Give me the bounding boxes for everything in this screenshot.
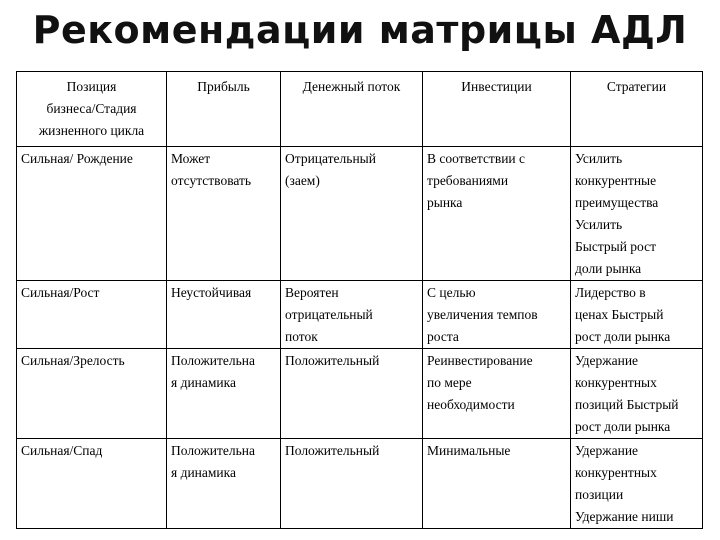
cell-line: Прибыль: [197, 79, 250, 94]
table-cell: [281, 281, 423, 349]
cell-line: ценах Быстрый: [575, 307, 664, 322]
table-cell: [423, 147, 571, 281]
slide-title: Рекомендации матрицы АДЛ: [32, 8, 688, 52]
cell-line: жизненного цикла: [38, 123, 145, 138]
table-cell: [281, 147, 423, 281]
column-header-4: [423, 72, 571, 147]
table-row: [17, 147, 703, 281]
table-cell: [17, 439, 167, 529]
cell-line: отсутствовать: [171, 173, 252, 188]
cell-line: отрицательный: [285, 307, 373, 322]
table-body: [17, 147, 703, 529]
table-cell: [167, 439, 281, 529]
column-header-3: [281, 72, 423, 147]
table-cell: [423, 439, 571, 529]
table-cell: [17, 349, 167, 439]
cell-line: Положительный: [285, 353, 380, 368]
table-cell: [423, 349, 571, 439]
table-row: [17, 281, 703, 349]
cell-line: позиции: [575, 487, 624, 502]
cell-line: Инвестиции: [461, 79, 532, 94]
cell-line: роста: [427, 329, 459, 344]
cell-line: Стратегии: [606, 79, 667, 94]
cell-line: С целью: [427, 285, 476, 300]
cell-line: Отрицательный: [285, 151, 376, 166]
adl-matrix-table: [16, 71, 703, 529]
column-header-5: [571, 72, 703, 147]
column-header-2: [167, 72, 281, 147]
cell-line: увеличения темпов: [427, 307, 538, 322]
cell-line: Может: [171, 151, 211, 166]
cell-line: Удержание: [575, 443, 639, 458]
table-cell: [167, 281, 281, 349]
cell-line: Сильная/Зрелость: [21, 353, 125, 368]
table-cell: [571, 439, 703, 529]
cell-line: рост доли рынка: [575, 329, 671, 344]
cell-line: Реинвестирование: [427, 353, 533, 368]
cell-line: позиций Быстрый: [575, 397, 679, 412]
table-cell: [571, 349, 703, 439]
cell-line: доли рынка: [575, 261, 642, 276]
cell-line: Сильная/Рост: [21, 285, 100, 300]
cell-line: необходимости: [427, 397, 515, 412]
cell-line: Вероятен: [285, 285, 339, 300]
cell-line: Положительна: [171, 353, 256, 368]
header-row: [17, 72, 703, 147]
cell-line: Минимальные: [427, 443, 511, 458]
cell-line: Усилить: [575, 217, 623, 232]
cell-line: требованиями: [427, 173, 509, 188]
table-cell: [17, 147, 167, 281]
cell-line: Сильная/Спад: [21, 443, 103, 458]
table-row: [17, 439, 703, 529]
table-cell: [167, 147, 281, 281]
cell-line: Удержание: [575, 353, 639, 368]
cell-line: (заем): [285, 173, 320, 188]
table-cell: [281, 349, 423, 439]
cell-line: Денежный поток: [302, 79, 401, 94]
cell-line: конкурентных: [575, 375, 657, 390]
cell-line: Позиция: [66, 79, 117, 94]
cell-line: В соответствии с: [427, 151, 526, 166]
table-cell: [281, 439, 423, 529]
cell-line: поток: [285, 329, 318, 344]
cell-line: Положительный: [285, 443, 380, 458]
column-header-1: [17, 72, 167, 147]
cell-line: Усилить: [575, 151, 623, 166]
table-cell: [167, 349, 281, 439]
table-row: [17, 349, 703, 439]
cell-line: по мере: [427, 375, 472, 390]
cell-line: Удержание ниши: [575, 509, 674, 524]
table-cell: [17, 281, 167, 349]
cell-line: Неустойчивая: [171, 285, 252, 300]
cell-line: бизнеса/Стадия: [46, 101, 137, 116]
cell-line: я динамика: [171, 465, 237, 480]
cell-line: преимущества: [575, 195, 659, 210]
cell-line: конкурентных: [575, 465, 657, 480]
cell-line: Быстрый рост: [575, 239, 657, 254]
cell-line: Лидерство в: [575, 285, 646, 300]
cell-line: рост доли рынка: [575, 419, 671, 434]
table-cell: [571, 147, 703, 281]
cell-line: конкурентные: [575, 173, 657, 188]
cell-line: рынка: [427, 195, 463, 210]
table-cell: [571, 281, 703, 349]
cell-line: Положительна: [171, 443, 256, 458]
cell-line: Сильная/ Рождение: [21, 151, 133, 166]
cell-line: я динамика: [171, 375, 237, 390]
table-cell: [423, 281, 571, 349]
